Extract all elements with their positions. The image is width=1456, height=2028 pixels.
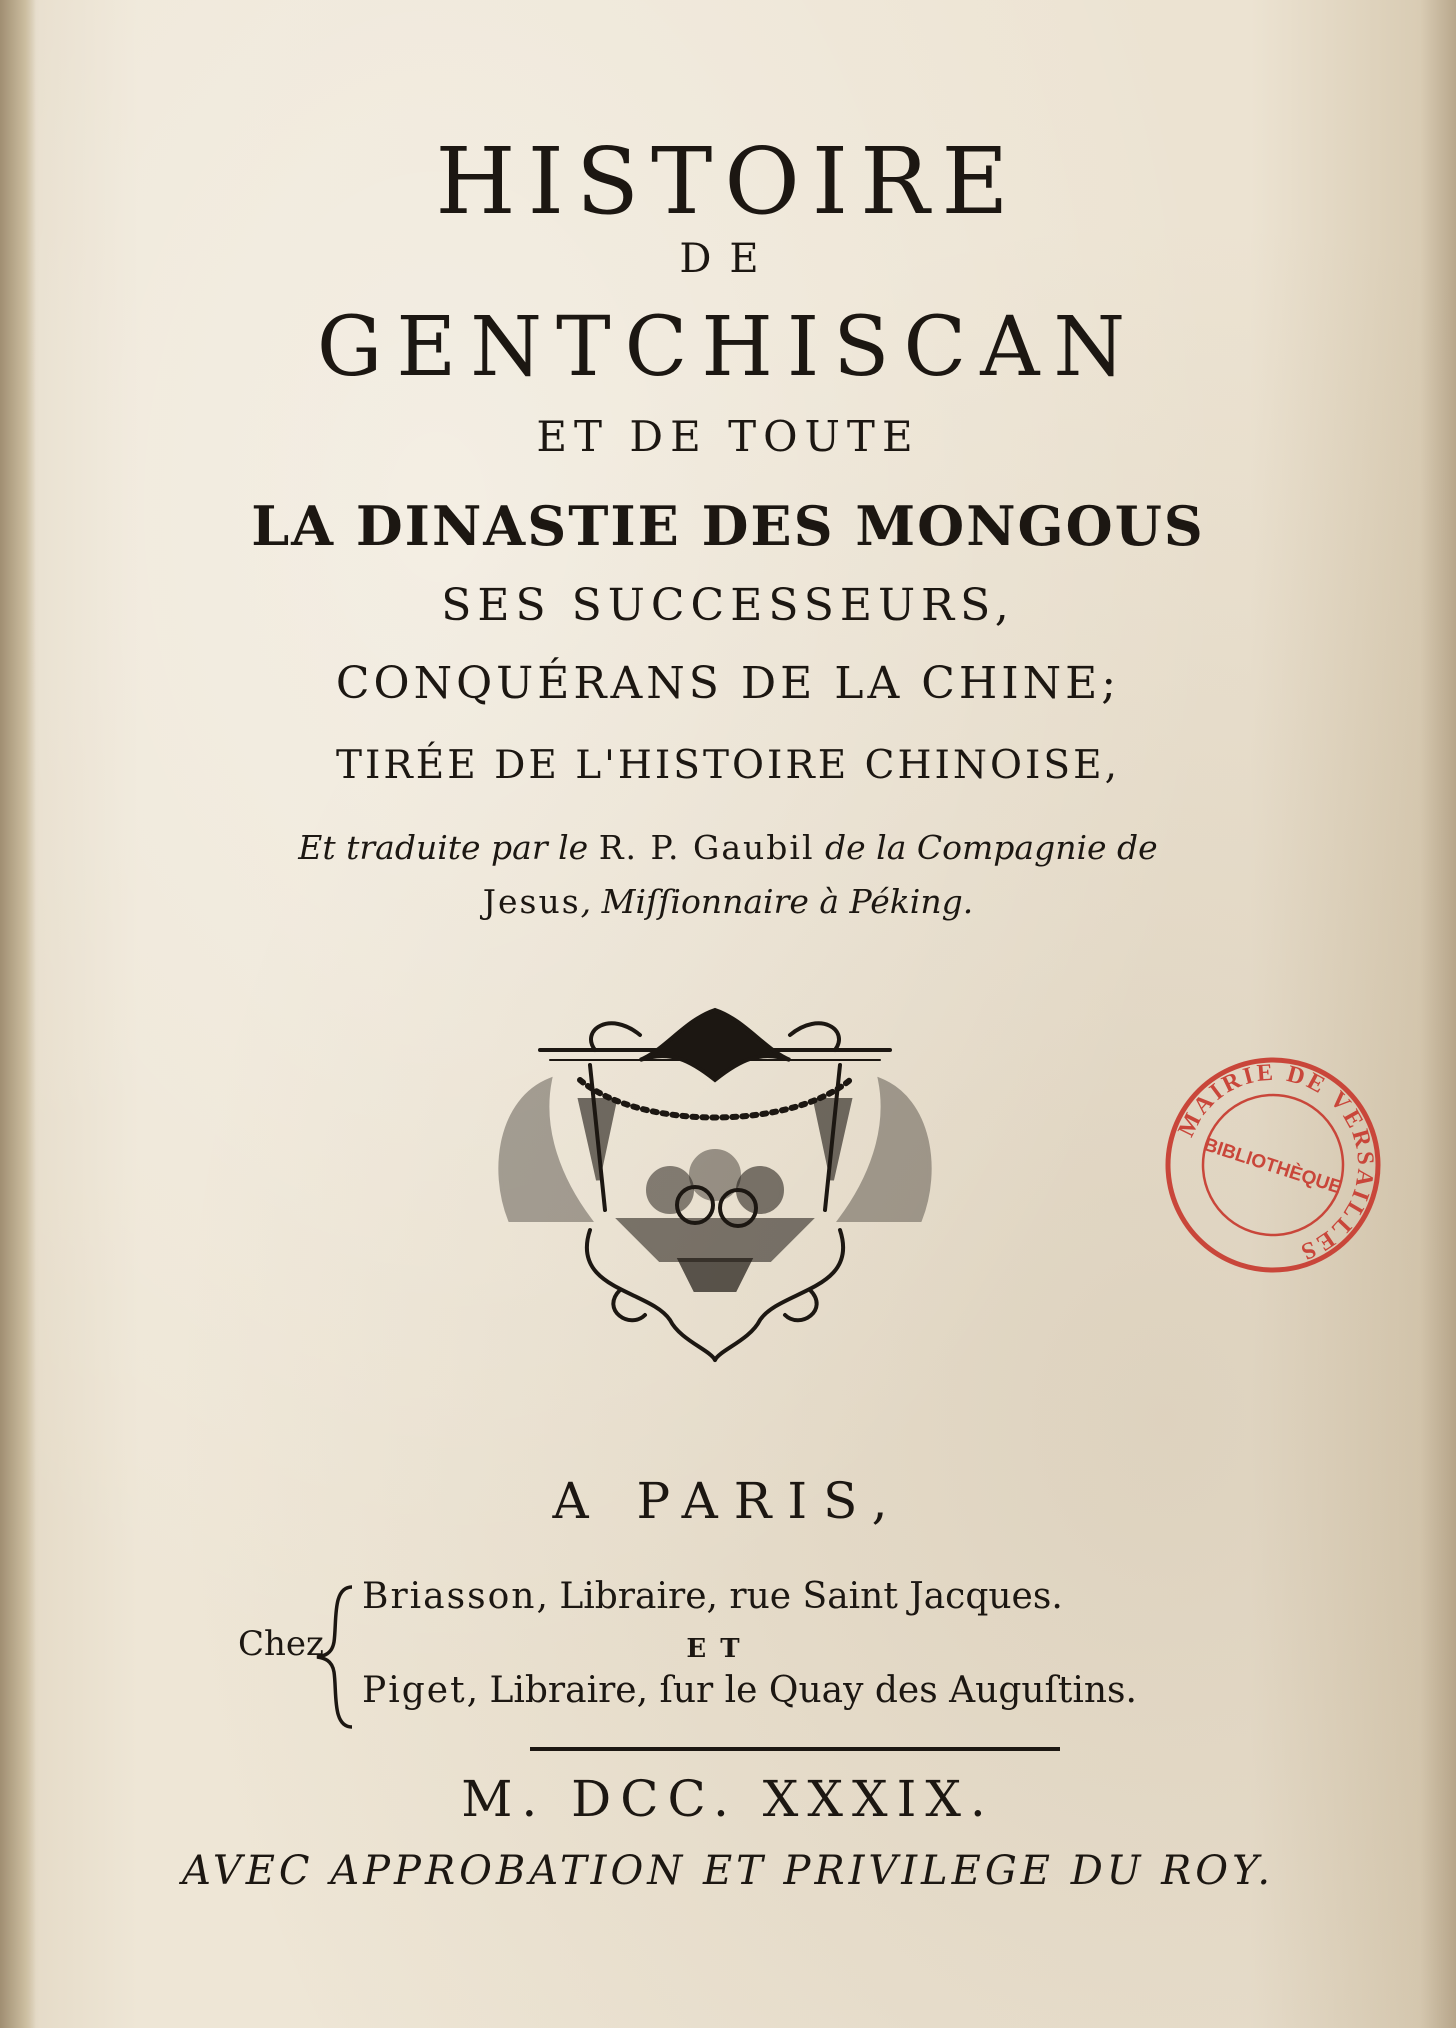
- translator-text-c: de la Compagnie de: [814, 828, 1158, 867]
- divider-rule: [530, 1747, 1060, 1751]
- subtitle-et-de-toute: ET DE TOUTE: [536, 412, 920, 461]
- subtitle-conquerans: CONQUÉRANS DE LA CHINE;: [335, 658, 1121, 709]
- publisher-2: [362, 1670, 1137, 1711]
- title-de: DE: [679, 236, 777, 282]
- curly-brace-icon: [312, 1582, 362, 1732]
- imprint-year: M. DCC. XXXIX.: [461, 1770, 995, 1828]
- publisher-1-name: Briasson: [362, 1576, 537, 1617]
- subtitle-successeurs: SES SUCCESSEURS,: [441, 580, 1015, 631]
- subtitle-tiree: TIRÉE DE L'HISTOIRE CHINOISE,: [336, 743, 1120, 788]
- translator-mission: , Miſſionnaire à Péking.: [580, 882, 974, 921]
- translator-line-1: [0, 828, 1456, 867]
- translator-line-2: [0, 882, 1456, 921]
- imprint-approbation: AVEC APPROBATION ET PRIVILEGE DU ROY.: [181, 1848, 1275, 1894]
- publisher-1-rest: , Libraire, rue Saint Jacques.: [536, 1576, 1063, 1617]
- library-stamp-icon: [1158, 1050, 1388, 1280]
- title-histoire: HISTOIRE: [435, 128, 1021, 235]
- fruit-basket-vignette-icon: [470, 990, 960, 1370]
- publisher-2-rest: , Libraire, ſur le Quay des Auguſtins.: [466, 1670, 1137, 1711]
- translator-jesus: Jesus: [482, 882, 581, 921]
- stamp-outer-text: MAIRIE DE VERSAILLES: [1173, 1059, 1379, 1266]
- title-gentchiscan: GENTCHISCAN: [316, 300, 1140, 395]
- publisher-2-name: Piget: [362, 1670, 467, 1711]
- imprint-chez: Chez: [238, 1624, 324, 1664]
- imprint-city: A PARIS,: [552, 1472, 904, 1530]
- subtitle-dinastie: LA DINASTIE DES MONGOUS: [251, 494, 1205, 558]
- imprint-et: ET: [686, 1634, 754, 1664]
- translator-name: R. P. Gaubil: [598, 828, 815, 867]
- translator-text-a: Et traduite par le: [298, 828, 599, 867]
- publisher-1: [362, 1576, 1063, 1617]
- stamp-inner-text: BIBLIOTHÈQUE: [1201, 1134, 1345, 1199]
